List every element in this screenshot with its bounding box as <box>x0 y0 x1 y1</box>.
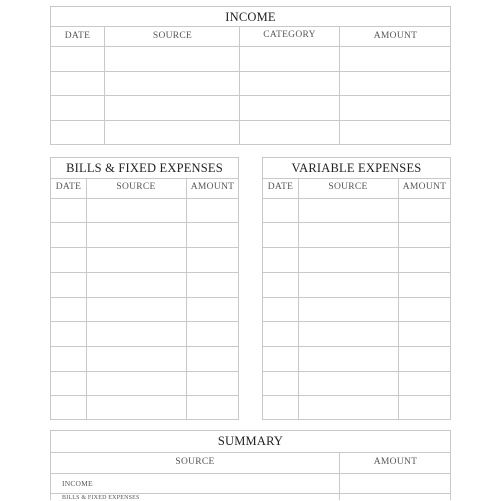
variable-title: VARIABLE EXPENSES <box>291 161 422 175</box>
summary-title: SUMMARY <box>217 434 284 448</box>
summary-row-income: INCOME <box>62 479 93 488</box>
variable-header-source: SOURCE <box>328 182 368 192</box>
variable-table <box>262 157 451 420</box>
income-header-date: DATE <box>64 31 91 41</box>
summary-header-amount: AMOUNT <box>373 457 418 467</box>
table-row <box>51 71 450 72</box>
income-title: INCOME <box>225 10 276 24</box>
bills-header-date: DATE <box>55 182 82 192</box>
bills-header-amount: AMOUNT <box>190 182 235 192</box>
variable-header-amount: AMOUNT <box>402 182 447 192</box>
income-header-amount: AMOUNT <box>373 31 418 41</box>
summary-header-source: SOURCE <box>175 457 215 467</box>
income-table <box>50 6 451 145</box>
summary-row-bills: BILLS & FIXED EXPENSES <box>62 495 140 501</box>
bills-header-source: SOURCE <box>116 182 156 192</box>
bills-table <box>50 157 239 420</box>
summary-table <box>50 430 451 500</box>
table-row <box>51 95 450 96</box>
income-header-category: CATEGORY <box>263 30 316 40</box>
bills-title: BILLS & FIXED EXPENSES <box>66 161 223 175</box>
variable-header-date: DATE <box>267 182 294 192</box>
table-row <box>51 120 450 121</box>
income-header-source: SOURCE <box>152 31 193 41</box>
